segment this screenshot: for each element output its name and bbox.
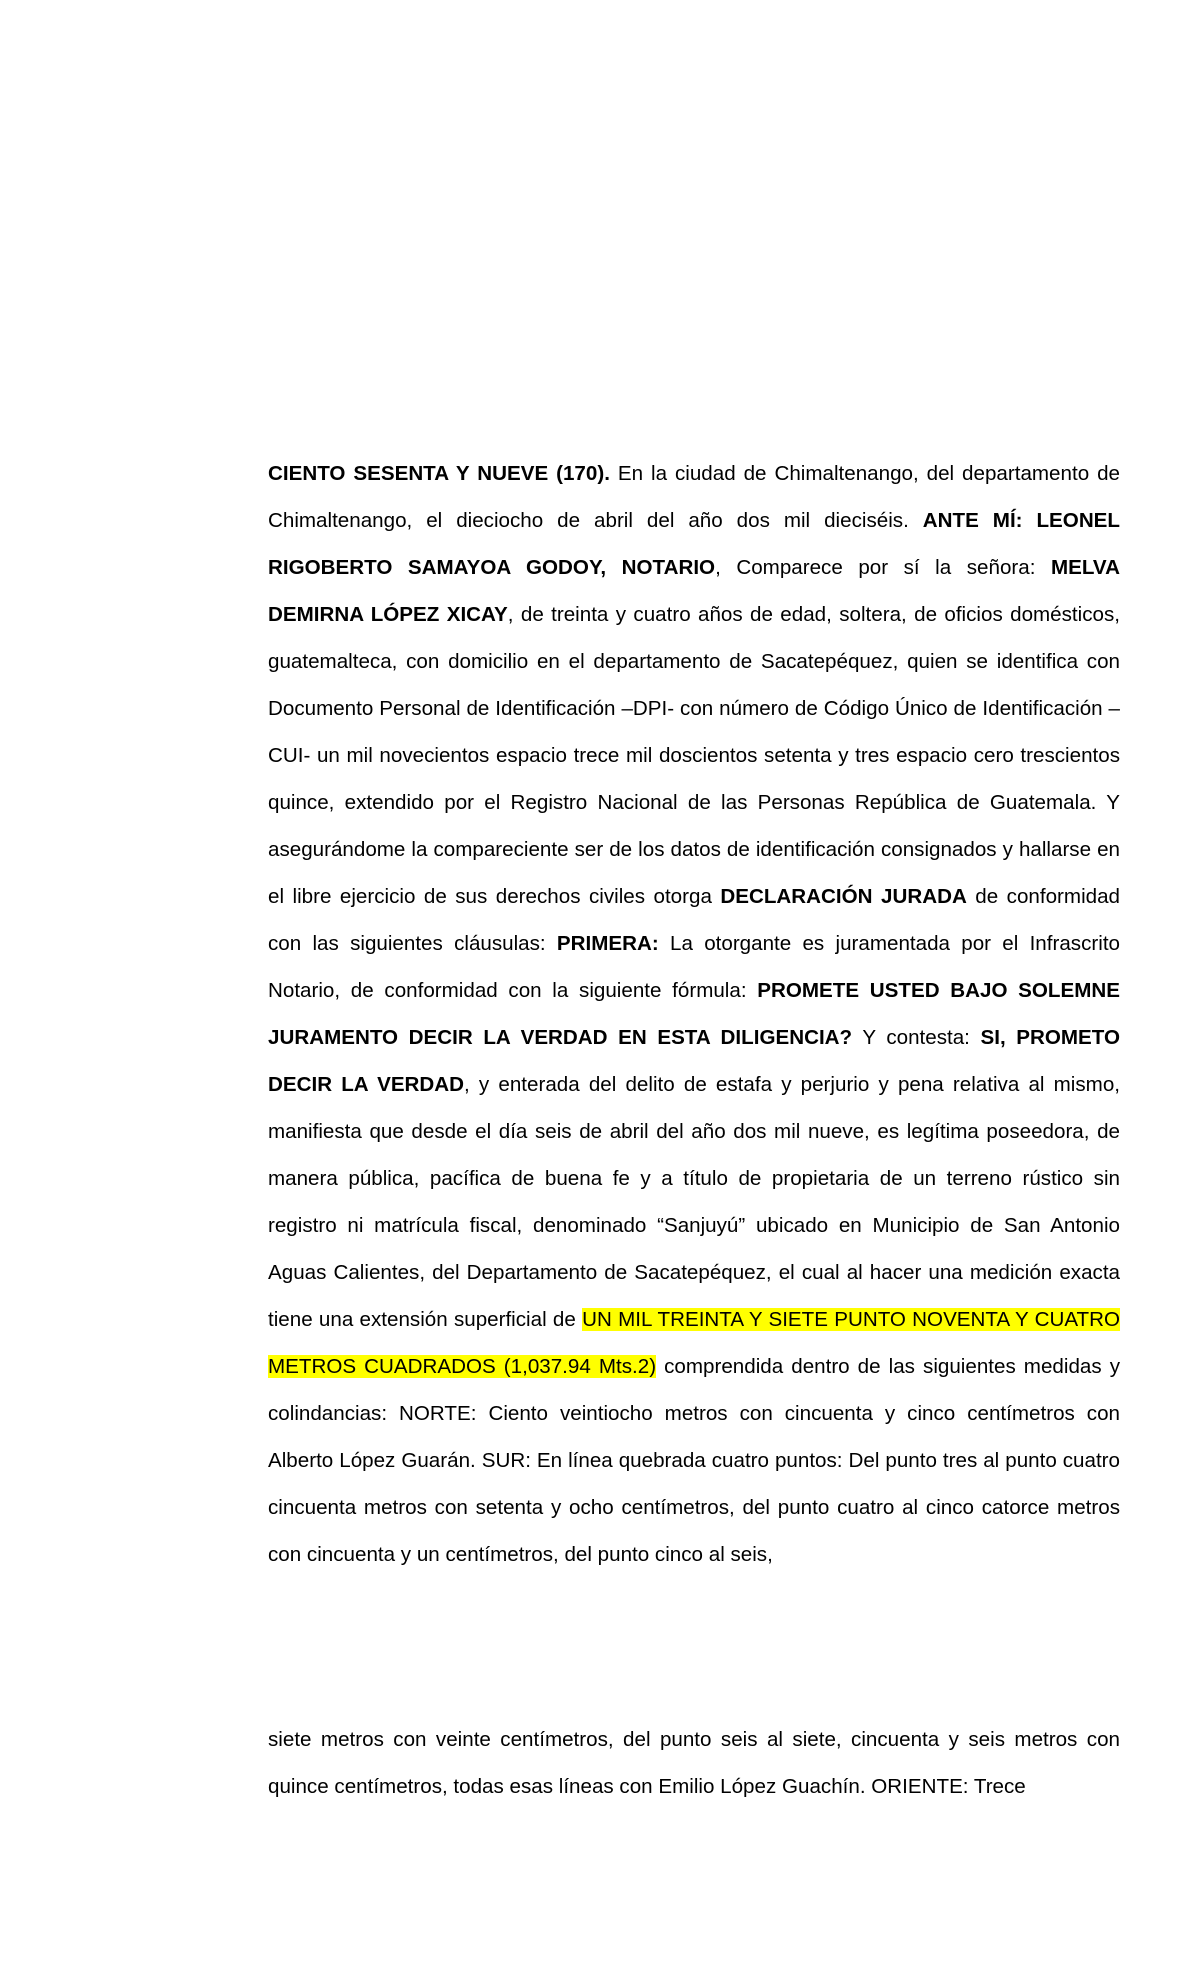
text-segment: MELVA DEMIRNA LÓPEZ XICAY	[268, 556, 1120, 626]
text-segment: CIENTO SESENTA Y NUEVE (170).	[268, 462, 610, 485]
text-segment: , de treinta y cuatro años de edad, soltera, de oficios domésticos, guatemalteca, con domicilio en el departamento de Sacatepéquez, quien se identifica con Documento Personal de Identificación –DPI- con número de Código Único de Identificación –CUI- un mil novecientos espacio trece mil doscientos setenta y tres espacio cero trescientos quince, extendido por el Registro Nacional de las Personas República de Guatemala. Y asegurándome la compareciente ser de los datos de identificación consignados y hallarse en el libre ejercicio de sus derechos civiles otorga	[268, 603, 1121, 908]
text-segment: DECLARACIÓN JURADA	[720, 885, 967, 908]
text-segment: En la ciudad de Chimaltenango, del departamento de Chimaltenango, el dieciocho de abril del año dos mil dieciséis.	[268, 462, 1120, 532]
text-segment: , Comparece por sí la señora:	[715, 556, 1051, 579]
text-segment: Y contesta:	[852, 1026, 981, 1049]
text-segment: comprendida dentro de las siguientes medidas y colindancias: NORTE: Ciento veintiocho metros con cincuenta y cinco centímetros con Alberto López Guarán. SUR: En línea quebrada cuatro puntos: Del punto tres al punto cuatro cincuenta metros con setenta y ocho centímetros, del punto cuatro al cinco catorce metros con cincuenta y un centímetros, del punto cinco al seis,	[268, 1355, 1120, 1566]
text-segment: siete metros con veinte centímetros, del punto seis al siete, cincuenta y seis metros con quince centímetros, todas esas líneas con Emilio López Guachín. ORIENTE: Trece	[268, 1728, 1120, 1798]
text-segment: PRIMERA:	[556, 932, 659, 955]
deed-paragraph-continued	[268, 1716, 1120, 1810]
text-segment: PROMETE USTED BAJO SOLEMNE JURAMENTO DECIR LA VERDAD EN ESTA DILIGENCIA?	[268, 979, 1121, 1049]
text-segment: , y enterada del delito de estafa y perjurio y pena relativa al mismo, manifiesta que desde el día seis de abril del año dos mil nueve, es legítima poseedora, de manera pública, pacífica de buena fe y a título de propietaria de un terreno rústico sin registro ni matrícula fiscal, denominado “Sanjuyú” ubicado en Municipio de San Antonio Aguas Calientes, del Departamento de Sacatepéquez, el cual al hacer una medición exacta tiene una extensión superficial de	[268, 1073, 1120, 1331]
text-segment: SI, PROMETO DECIR LA VERDAD	[268, 1026, 1120, 1096]
text-segment: de conformidad con las siguientes cláusulas:	[268, 885, 1120, 955]
text-segment: La otorgante es juramentada por el Infrascrito Notario, de conformidad con la siguiente fórmula:	[268, 932, 1120, 1002]
deed-paragraph-main	[268, 450, 1120, 1578]
text-segment: ANTE MÍ: LEONEL RIGOBERTO SAMAYOA GODOY, NOTARIO	[268, 509, 1121, 579]
highlighted-area-text: UN MIL TREINTA Y SIETE PUNTO NOVENTA Y CUATRO METROS CUADRADOS (1,037.94 Mts.2)	[268, 1308, 1120, 1378]
